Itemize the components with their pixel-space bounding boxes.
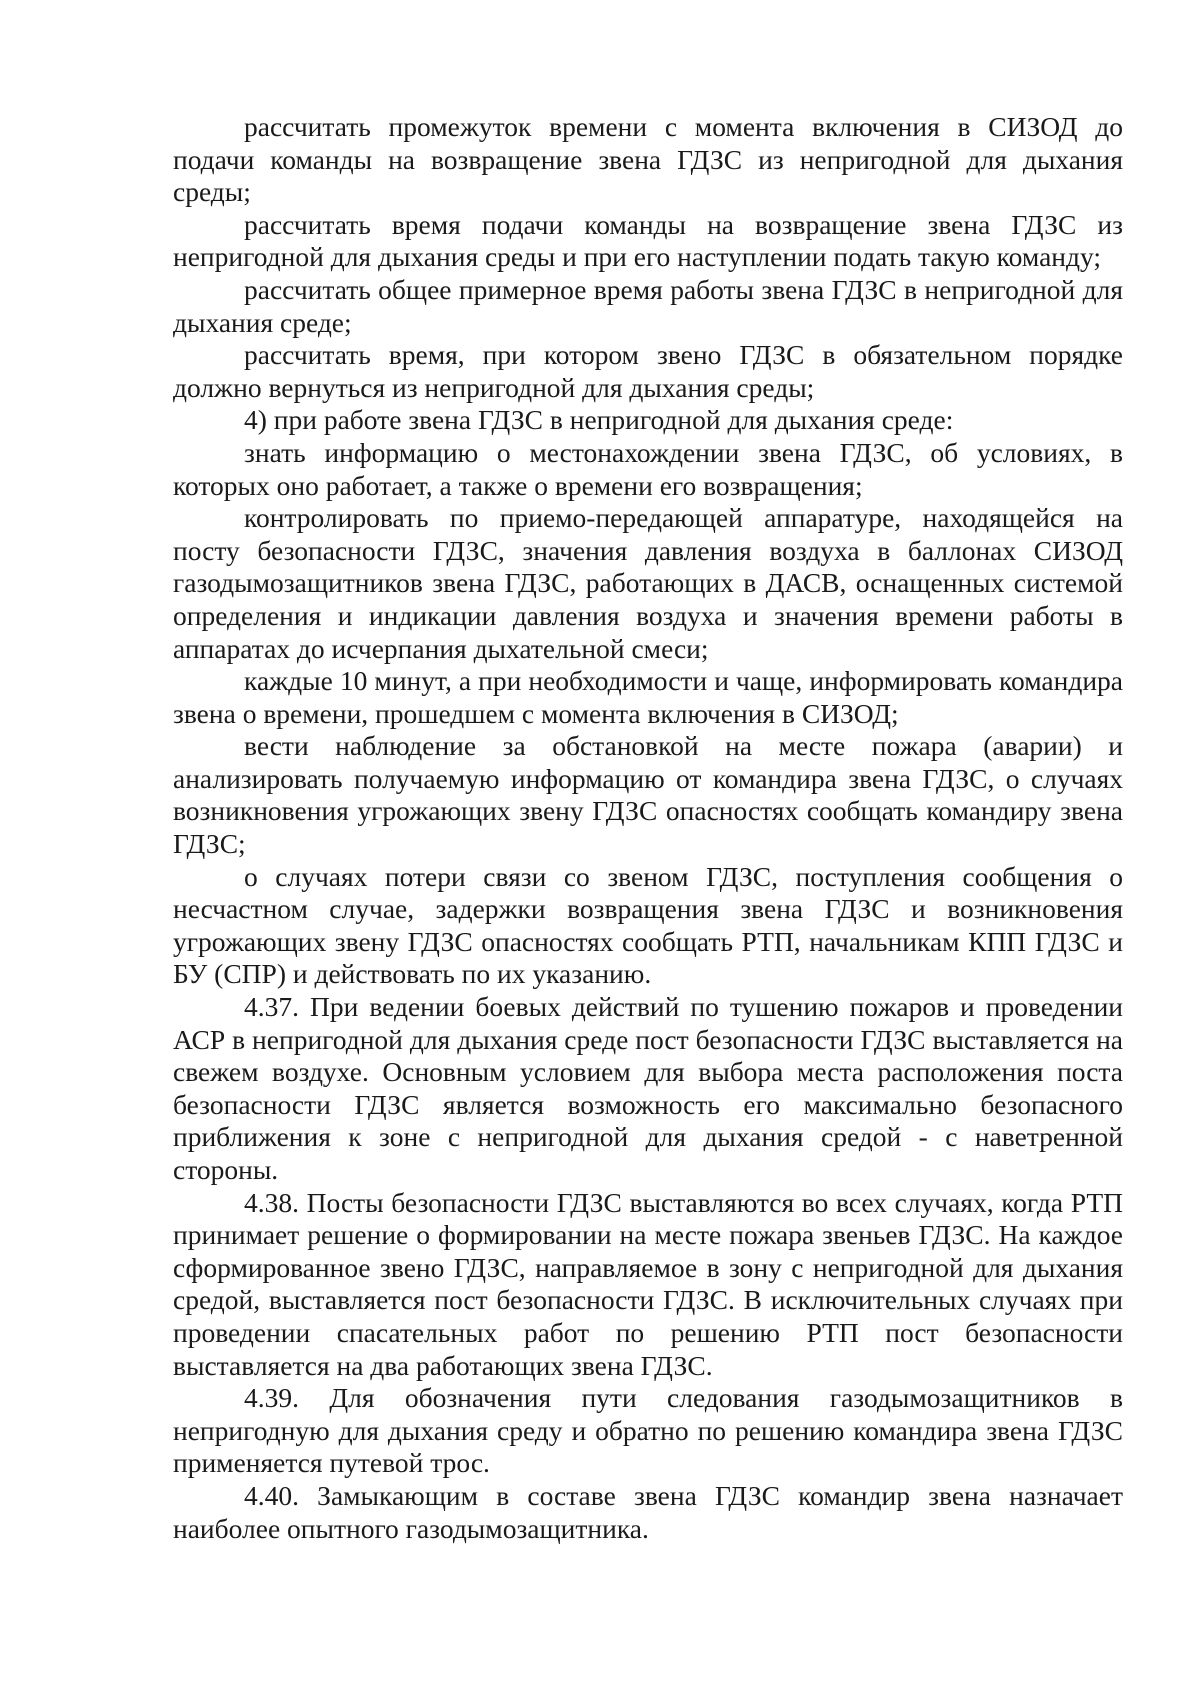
paragraph-calc-mandatory-return: рассчитать время, при котором звено ГДЗС в обязательном порядке должно вернуться из непригодной для дыхания среды; (173, 339, 1123, 403)
paragraph-4-38: 4.38. Посты безопасности ГДЗС выставляются во всех случаях, когда РТП принимает решение о формировании на месте пожара звеньев ГДЗС. На каждое сформированное звено ГДЗС, направляемое в зону с непригодной для дыхания средой, выставляется пост безопасности ГДЗС. В исключительных случаях при проведении спасательных работ по решению РТП пост безопасности выставляется на два работающих звена ГДЗС. (173, 1186, 1123, 1381)
paragraph-know-location: знать информацию о местонахождении звена ГДЗС, об условиях, в которых оно работает, а также о времени его возвращения; (173, 436, 1123, 501)
paragraph-inform-every-10-min: каждые 10 минут, а при необходимости и чаще, информировать командира звена о времени, прошедшем с момента включения в СИЗОД; (173, 665, 1123, 729)
paragraph-4-40: 4.40. Замыкающим в составе звена ГДЗС командир звена назначает наиболее опытного газодымозащитника. (173, 1479, 1123, 1544)
paragraph-item-4-heading: 4) при работе звена ГДЗС в непригодной для дыхания среде: (244, 404, 954, 436)
paragraph-calc-total-time: рассчитать общее примерное время работы звена ГДЗС в непригодной для дыхания среде; (173, 273, 1123, 338)
paragraph-control-pressure: контролировать по приемо-передающей аппаратуре, находящейся на посту безопасности ГДЗС, значения давления воздуха в баллонах СИЗОД газодымозащитников звена ГДЗС, работающих в ДАСВ, оснащенных системой определения и индикации давления воздуха и значения времени работы в аппаратах до исчерпания дыхательной смеси; (173, 502, 1123, 664)
paragraph-observe-situation: вести наблюдение за обстановкой на месте пожара (аварии) и анализировать получаемую информацию от командира звена ГДЗС, о случаях возникновения угрожающих звену ГДЗС опасностях сообщать командиру звена ГДЗС; (173, 730, 1123, 860)
paragraph-4-39: 4.39. Для обозначения пути следования газодымозащитников в непригодную для дыхания среду и обратно по решению командира звена ГДЗС применяется путевой трос. (173, 1382, 1123, 1479)
document-body (173, 111, 1123, 1545)
paragraph-loss-of-contact: о случаях потери связи со звеном ГДЗС, поступления сообщения о несчастном случае, задержки возвращения звена ГДЗС и возникновения угрожающих звену ГДЗС опасностях сообщать РТП, начальникам КПП ГДЗС и БУ (СПР) и действовать по их указанию. (173, 860, 1123, 990)
paragraph-4-37: 4.37. При ведении боевых действий по тушению пожаров и проведении АСР в непригодной для дыхания среде пост безопасности ГДЗС выставляется на свежем воздухе. Основным условием для выбора места расположения поста безопасности ГДЗС является возможность его максимально безопасного приближения к зоне с непригодной для дыхания средой - с наветренной стороны. (173, 991, 1123, 1185)
paragraph-calc-return-command: рассчитать время подачи команды на возвращение звена ГДЗС из непригодной для дыхания среды и при его наступлении подать такую команду; (173, 208, 1123, 273)
paragraph-calc-interval: рассчитать промежуток времени с момента включения в СИЗОД до подачи команды на возвращение звена ГДЗС из непригодной для дыхания среды; (173, 111, 1123, 208)
